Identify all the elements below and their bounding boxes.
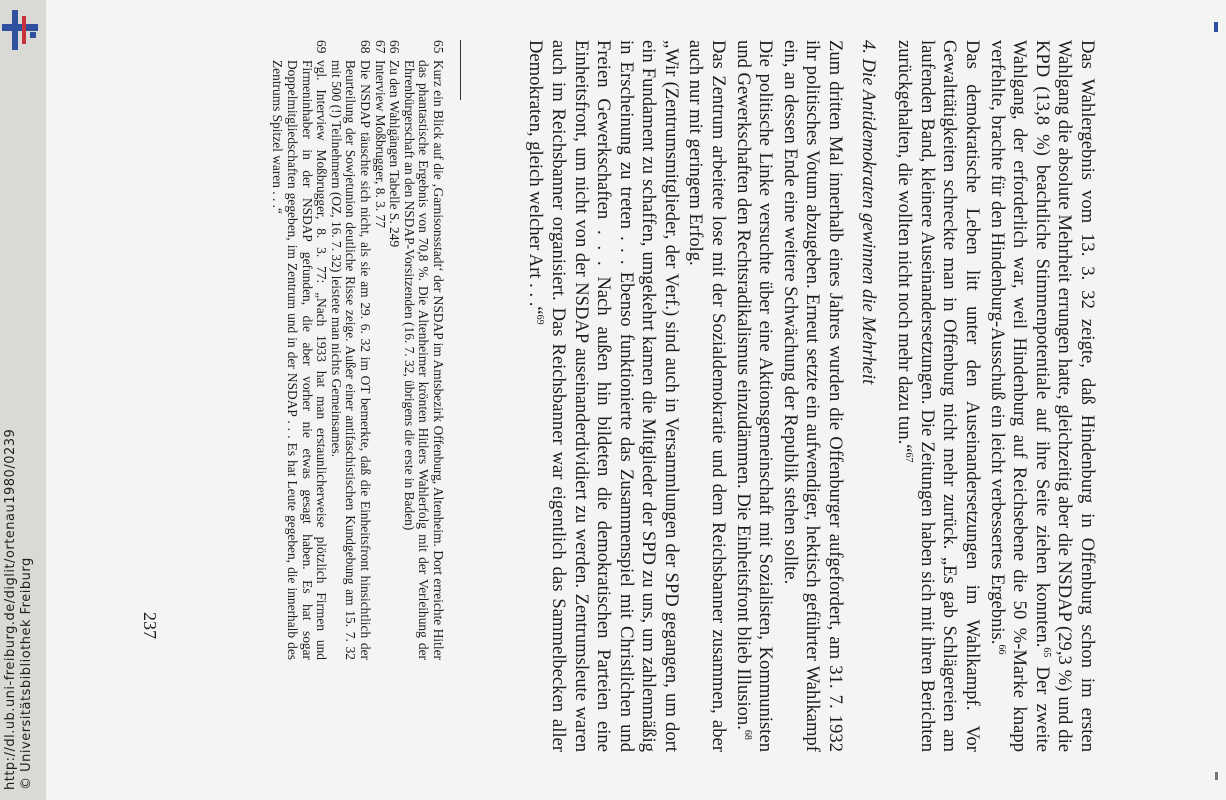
paragraph-2-text: Das demokratische Leben litt unter den Auseinandersetzungen im Wahlkampf. Vor Gewalttätigkeiten schreckte man in Offenburg nicht mehr zurück. „Es gab Schlägereien am laufenden Band, kleinere Auseinandersetzungen. Die Zeitungen haben sich mit ihren Berichten zurückgehalten, die wollten nicht noch mehr dazu tun.“ <box>894 40 984 752</box>
footnote-text: Kurz ein Blick auf die ‚Garnisonsstadt‘ der NSDAP im Amtsbezirk Offenburg, Altenheim. Dort erreichte Hitler das phantastische Ergebnis von 70,8 %. Die Altenheimer krönten Hitlers Wahlerfolg mit der Verleihung der Ehrenbürgerschaft an den NSDAP-Vorsitzenden (16. 7. 32, übrigens die erste in Baden) <box>401 60 446 660</box>
footnote-text: Die NSDAP täuschte sich nicht, als sie am 29. 6. 32 im OT bemerkte, daß die Einheitsfront hinsichtlich der Beurteilung der Sowjetunion deutliche Risse zeige. Außer einer antifaschistischen Kundgebung am 15. 7. 32 mit 500 (!) Teilnehmern (OZ, 16. 7. 32) leistete man nichts Gemeinsames. <box>328 60 374 660</box>
paragraph-2 <box>893 40 983 752</box>
footnote-number: 66 <box>387 40 403 54</box>
paragraph-1 <box>985 40 1098 752</box>
right-edge-marker-bottom <box>1215 772 1218 780</box>
footnote-number: 67 <box>372 40 388 54</box>
footnote-ref: 65 <box>1041 647 1052 658</box>
footnote <box>387 40 402 660</box>
paragraph-6-text: „Wir (Zentrumsmitglieder, der Verf.) sind auch in Versammlungen der SPD gegangen, um dort ein Fundament zu schaffen, umgekehrt kamen die Mitglieder der SPD zu uns, um zahlenmäßig in Erscheinung zu treten . . . Ebenso funktionierte das Zusammenspiel mit Christlichen und Freien Gewerkschaften . . . Nach außen hin bildeten die demokratischen Parteien eine Einheitsfront, um nicht von der NSDAP auseinanderdividiert zu werden. Zentrumsleute waren auch im Reichsbanner organisiert. Das Reichsbanner war eigentlich das Sammelbecken aller Demokraten, gleich welcher Art . . .“ <box>525 40 682 752</box>
paragraph-4 <box>731 40 776 752</box>
footnote-number: 68 <box>358 40 374 54</box>
paragraph-5: Das Zentrum arbeitete lose mit der Sozialdemokratie und dem Reichsbanner zusammen, aber auch nur mit geringem Erfolg. <box>685 40 730 752</box>
library-logo-icon <box>2 10 38 50</box>
footnote <box>270 40 328 660</box>
paragraph-1-text: Das Wahlergebnis vom 13. 3. 32 zeigte, daß Hindenburg in Offenburg schon im ersten Wahlgang die absolute Mehrheit errungen hatte, gleichzeitig aber die NSDAP (29,3 %) und die KPD (13,8 %) beachtliche Stimmenpotentiale auf ihre Seite ziehen konnten. <box>1031 40 1098 752</box>
footnote-ref: 67 <box>903 452 915 463</box>
footnote-number: 65 <box>431 40 446 54</box>
paragraph-1-text-cont: Der zweite Wahlgang, der erforderlich war, weil Hindenburg auf Reichsebene die 50 %-Marke knapp verfehlte, brachte für den Hindenburg-Ausschuß ein leicht verbessertes Ergebnis. <box>986 40 1053 752</box>
watermark-copyright: © Universitätsbibliothek Freiburg <box>19 557 34 790</box>
footnote-text: Interview Moßbrugger, 8. 3. 77 <box>372 60 388 228</box>
footnote-text: Zu den Wahlgängen Tabelle S. 249 <box>387 60 403 248</box>
footnote-ref: 68 <box>741 729 753 740</box>
footnote-text: vgl. Interview Moßbrugger, 8. 3. 77: „Nach 1933 hat man erstaunlicherweise plötzlich Firmen und Firmeninhaber in der NSDAP gefunden, die aber vorher nie etwas gesagt haben. Es hat sogar Doppelmitgliedschaften gegeben, im Zentrum und in der NSDAP . . . Es hat Leute gegeben, die innerhalb des Zentrums Spitzel waren . . .“ <box>270 60 330 660</box>
footnote-ref: 69 <box>534 314 546 325</box>
footnote-ref: 66 <box>995 644 1007 655</box>
footnote-divider <box>460 40 461 100</box>
footnote <box>372 40 387 660</box>
paragraph-4-text: Die politische Linke versuchte über eine Aktionsgemeinschaft mit Sozialisten, Kommunisten und Gewerkschaften den Rechtsradikalismus einzudämmen. Die Einheitsfront blieb Illusion. <box>732 40 777 752</box>
page-number: 237 <box>140 612 160 639</box>
right-edge-marker <box>1214 22 1218 32</box>
footnote-number: 69 <box>314 40 330 54</box>
paragraph-3: Zum dritten Mal innerhalb eines Jahres wurden die Offenburger aufgefordert, am 31. 7. 1932 ihr politisches Votum abzugeben. Erneut setzte ein aufwendiger, hektisch geführter Wahlkampf ein, an dessen Ende eine weitere Schwächung der Republik stehen sollte. <box>779 40 847 752</box>
watermark-url: http://dl.ub.uni-freiburg.de/diglit/ortenau1980/0239 <box>3 428 18 790</box>
paragraph-6 <box>524 40 682 752</box>
footnote <box>328 40 372 660</box>
section-heading: 4. Die Antidemokraten gewinnen die Mehrheit <box>857 40 879 385</box>
document-page <box>40 0 1120 800</box>
footnotes <box>270 40 445 660</box>
watermark <box>4 429 36 790</box>
footnote <box>401 40 445 660</box>
body-text <box>522 40 1098 752</box>
